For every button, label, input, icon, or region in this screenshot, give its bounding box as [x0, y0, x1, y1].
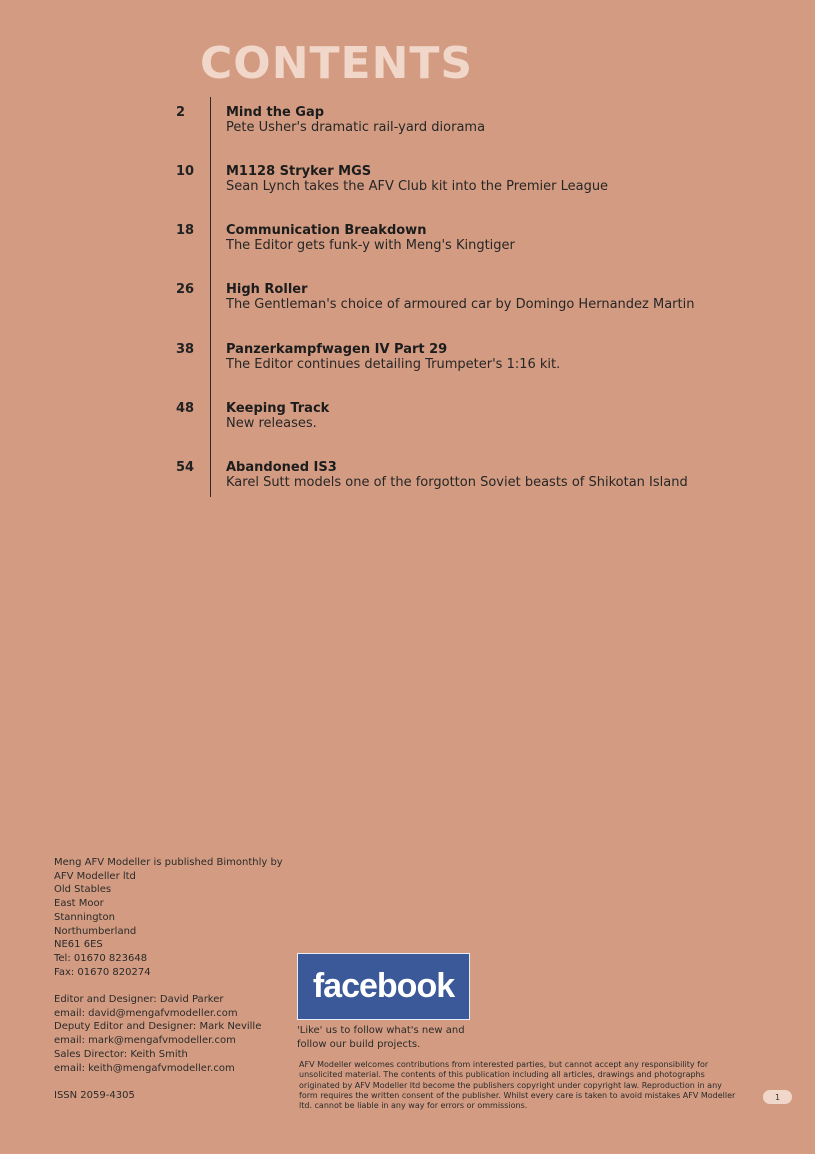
toc-page-number: 48 — [176, 401, 195, 416]
imprint-line: Northumberland — [54, 925, 137, 937]
page-title: CONTENTS — [200, 38, 474, 89]
toc-title: Mind the Gap — [226, 105, 325, 120]
toc-entry[interactable] — [0, 401, 815, 441]
toc-subtitle: Karel Sutt models one of the forgotton Soviet beasts of Shikotan Island — [226, 475, 688, 490]
imprint-line: Stannington — [54, 911, 115, 923]
toc-subtitle: Sean Lynch takes the AFV Club kit into the Premier League — [226, 179, 609, 194]
toc-page-number: 38 — [176, 342, 195, 357]
toc-title: Keeping Track — [226, 401, 330, 416]
toc-entry[interactable] — [0, 105, 815, 145]
imprint-line: AFV Modeller ltd — [54, 870, 136, 882]
imprint-line[interactable]: email: david@mengafvmodeller.com — [54, 1007, 238, 1019]
toc-entry[interactable] — [0, 460, 815, 500]
issn: ISSN 2059-4305 — [54, 1089, 135, 1101]
toc-title: Abandoned IS3 — [226, 460, 337, 475]
toc-subtitle: The Editor continues detailing Trumpeter's 1:16 kit. — [226, 357, 561, 372]
toc-entry[interactable] — [0, 342, 815, 382]
toc-title: Communication Breakdown — [226, 223, 427, 238]
spacer — [54, 1075, 283, 1089]
imprint-line: NE61 6ES — [54, 939, 103, 951]
toc-page-number: 18 — [176, 223, 195, 238]
toc-page-number: 26 — [176, 282, 195, 297]
copyright-disclaimer: AFV Modeller welcomes contributions from interested parties, but cannot accept any responsibility for unsolicited material. The contents of this publication including all articles, drawings and photographs originated by AFV Modeller ltd become the publishers copyright under copyright law. Reproduction in any form requires the written consent of the publisher. Whilst every care is taken to avoid mistakes AFV Modeller ltd. cannot be liable in any way for errors or ommissions. — [299, 1060, 736, 1111]
toc-page-number: 54 — [176, 460, 195, 475]
publisher-imprint — [54, 856, 283, 1103]
facebook-logo-text: facebook — [312, 967, 455, 1005]
imprint-line: Deputy Editor and Designer: Mark Neville — [54, 1021, 262, 1033]
spacer — [54, 979, 283, 993]
toc-title: High Roller — [226, 282, 308, 297]
facebook-caption-line: 'Like' us to follow what's new and — [297, 1025, 465, 1036]
imprint-line: Sales Director: Keith Smith — [54, 1048, 188, 1060]
toc-page-number: 2 — [176, 105, 186, 120]
toc-subtitle: The Gentleman's choice of armoured car by Domingo Hernandez Martin — [226, 297, 695, 312]
facebook-caption — [297, 1024, 465, 1052]
imprint-line[interactable]: email: mark@mengafvmodeller.com — [54, 1035, 236, 1047]
imprint-line: Editor and Designer: David Parker — [54, 994, 224, 1006]
toc-subtitle: New releases. — [226, 416, 317, 431]
toc-subtitle: The Editor gets funk-y with Meng's Kingtiger — [226, 238, 515, 253]
facebook-logo[interactable] — [297, 953, 470, 1020]
imprint-line: Old Stables — [54, 884, 112, 896]
imprint-line: Tel: 01670 823648 — [54, 952, 148, 964]
toc-entry[interactable] — [0, 164, 815, 204]
toc-title: M1128 Stryker MGS — [226, 164, 372, 179]
imprint-line: East Moor — [54, 898, 104, 910]
facebook-caption-line: follow our build projects. — [297, 1039, 421, 1050]
page-number-badge: 1 — [763, 1090, 792, 1104]
imprint-line: Fax: 01670 820274 — [54, 966, 151, 978]
toc-page-number: 10 — [176, 164, 195, 179]
toc-subtitle: Pete Usher's dramatic rail-yard diorama — [226, 120, 486, 135]
imprint-line: Meng AFV Modeller is published Bimonthly by — [54, 857, 283, 868]
toc-title: Panzerkampfwagen IV Part 29 — [226, 342, 448, 357]
toc-entry[interactable] — [0, 282, 815, 322]
toc-entry[interactable] — [0, 223, 815, 263]
imprint-line[interactable]: email: keith@mengafvmodeller.com — [54, 1062, 235, 1074]
